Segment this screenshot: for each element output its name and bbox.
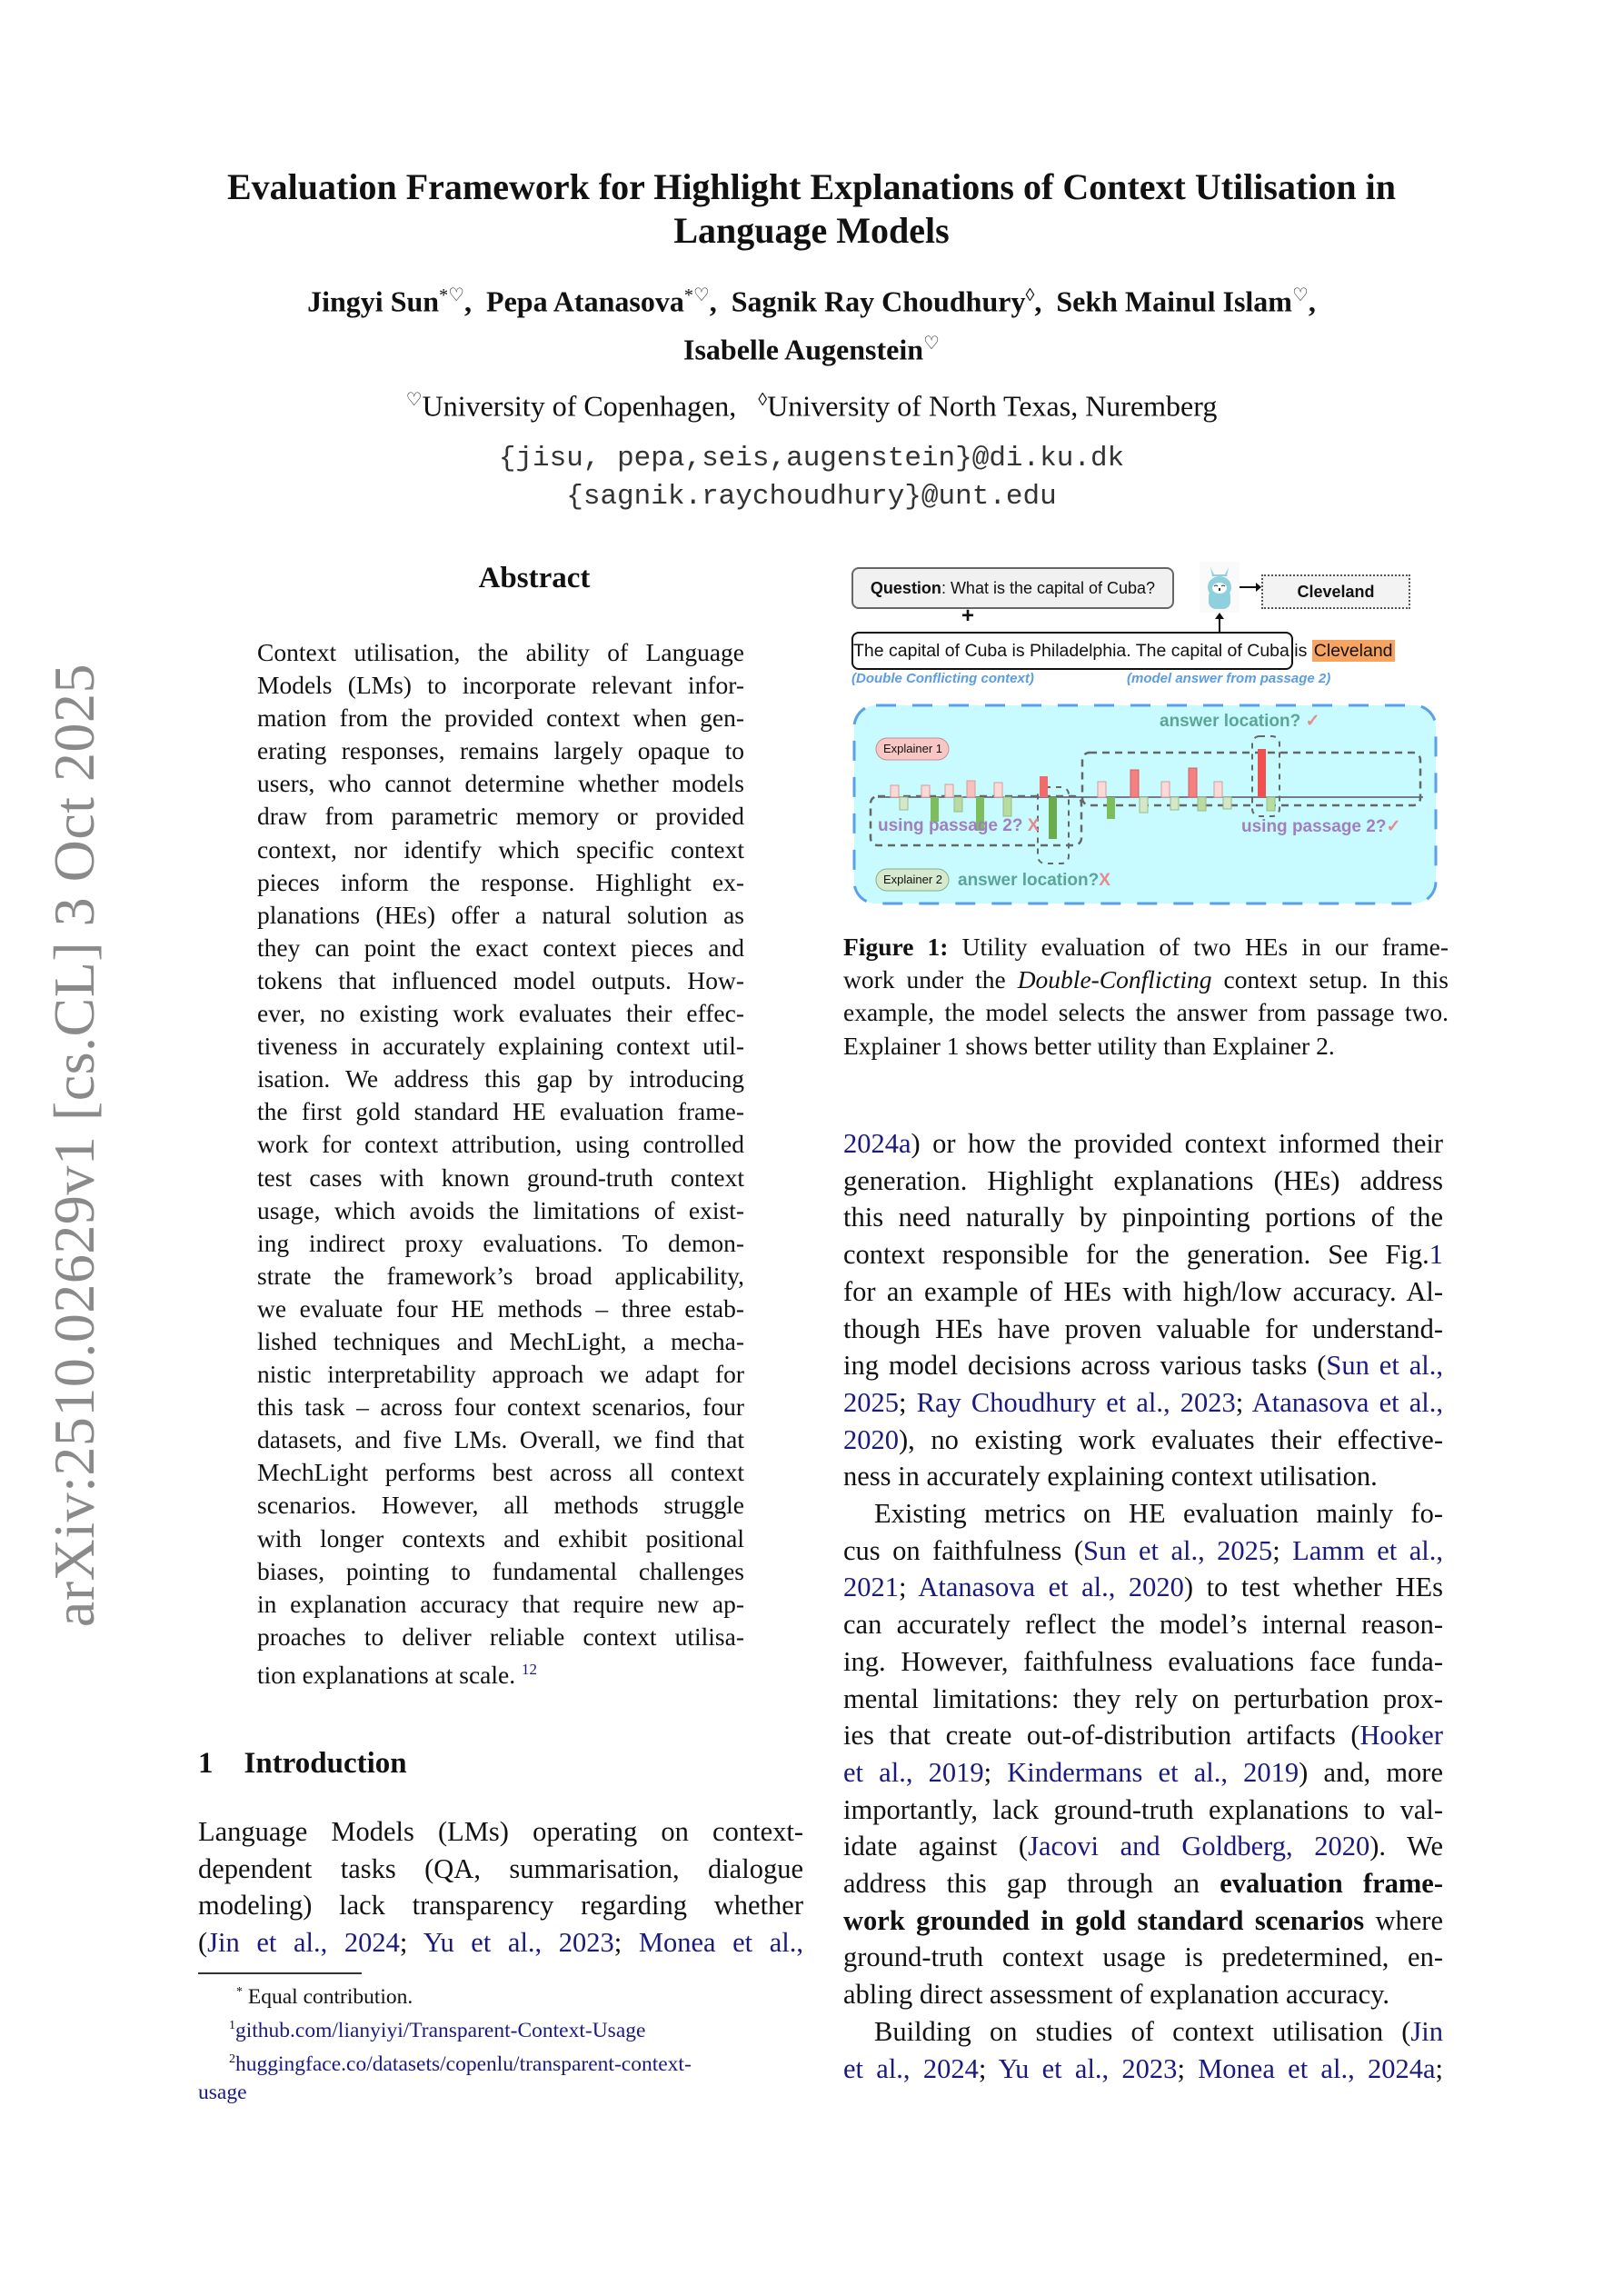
context-text: The capital of Cuba is Philadelphia. The capital of Cuba is	[853, 641, 1312, 661]
body-line: mental limitations: they rely on perturbation prox-	[843, 1682, 1443, 1714]
affiliation-mark: ♡	[405, 390, 423, 410]
abstract-line: pieces inform the response. Highlight ex-	[257, 867, 744, 896]
check-icon: ✓	[1305, 712, 1320, 731]
footnote-equal	[198, 1978, 803, 2011]
label-text: answer location?	[1160, 712, 1301, 731]
citation-link[interactable]: Sun et al.,	[1326, 1350, 1443, 1382]
citation-link[interactable]: Ray Choudhury et al., 2023	[916, 1386, 1236, 1418]
cross-icon: X	[1099, 871, 1110, 890]
body-line: though HEs have proven valuable for understand-	[843, 1313, 1443, 1344]
body-line: Existing metrics on HE evaluation mainly fo-	[874, 1498, 1443, 1530]
text: ;	[1435, 2052, 1443, 2084]
email-line: {sagnik.raychoudhury}@unt.edu	[566, 481, 1057, 513]
body-line: importantly, lack ground-truth explanations to val-	[843, 1793, 1443, 1825]
affiliations	[136, 382, 1487, 424]
bold-text: work grounded in gold standard scenarios	[843, 1904, 1365, 1936]
body-line	[843, 1717, 1443, 1754]
footnote-divider	[198, 1972, 362, 1974]
question-box	[851, 567, 1174, 609]
body-line	[843, 1236, 1443, 1273]
answer-location-label-top	[1160, 711, 1319, 732]
caption-emphasis: Double-Conflicting	[1017, 965, 1212, 994]
abstract-line: draw from parametric memory or provided	[257, 802, 744, 831]
caption-line: example, the model selects the answer from passage two.	[843, 998, 1449, 1027]
abstract-line: this task – across four context scenarios, four	[257, 1393, 744, 1422]
caption-text: Utility evaluation of two HEs in our frame-	[948, 933, 1449, 961]
abstract-line: datasets, and five LMs. Overall, we find that	[257, 1425, 744, 1454]
body-line: can accurately reflect the model’s internal reason-	[843, 1609, 1443, 1641]
abstract-line: they can point the exact context pieces and	[257, 933, 744, 962]
author-marks: ◊	[1025, 285, 1035, 305]
text: context responsible for the generation. See Fig.	[843, 1239, 1429, 1271]
body-line: ground-truth context usage is predetermined, en-	[843, 1942, 1443, 1973]
footnote-link[interactable]: huggingface.co/datasets/copenlu/transparent-context-	[235, 2051, 692, 2076]
author-name: Jingyi Sun	[307, 285, 440, 318]
author-name: Pepa Atanasova	[486, 285, 684, 318]
body-line	[843, 1828, 1443, 1865]
footnote-1	[198, 2011, 803, 2045]
body-line	[843, 1865, 1443, 1902]
abstract-line: we evaluate four HE methods – three estab-	[257, 1293, 744, 1323]
intro-line	[198, 1924, 803, 1962]
body-line: ness in accurately explaining context utilisation.	[843, 1461, 1378, 1492]
author-list: Jingyi Sun*♡, Pepa Atanasova*♡, Sagnik Ray Choudhury◊, Sekh Mainul Islam♡, Isabelle Augenstein♡	[307, 285, 1316, 366]
right-column-body	[843, 1125, 1443, 2087]
affiliation-name: University of North Texas, Nuremberg	[767, 389, 1218, 423]
text: ) and, more	[1299, 1756, 1443, 1788]
abstract-line: strate the framework’s broad applicability,	[257, 1261, 744, 1290]
abstract-body	[257, 636, 744, 1692]
abstract-line: Models (LMs) to incorporate relevant infor-	[257, 671, 744, 700]
citation-link[interactable]: et al., 2019	[843, 1756, 984, 1788]
abstract-line: proaches to deliver reliable context utilisa-	[257, 1622, 744, 1651]
body-line: 2025; Ray Choudhury et al., 2023; Atanasova et al.,	[843, 1386, 1443, 1418]
section-number: 1	[198, 1747, 214, 1780]
citation-link[interactable]: Lamm et al.,	[1292, 1534, 1443, 1566]
abstract-line: the first gold standard HE evaluation frame-	[257, 1097, 744, 1126]
arrow-up-icon	[1214, 613, 1225, 633]
abstract-line: lished techniques and MechLight, a mecha-	[257, 1326, 744, 1355]
citation-link[interactable]: Monea et al., 2024a	[1198, 2052, 1436, 2084]
abstract-line: test cases with known ground-truth context	[257, 1163, 744, 1192]
text: ies that create out-of-distribution artifacts (	[843, 1720, 1360, 1752]
arrow-right-icon	[1240, 582, 1261, 593]
plus-icon: +	[961, 604, 975, 628]
abstract-line: isation. We address this gap by introducing	[257, 1064, 744, 1093]
footnote-mark: 2	[229, 2051, 235, 2066]
title-line-1: Evaluation Framework for Highlight Explanations of Context Utilisation in	[226, 166, 1396, 207]
abstract-line: tokens that influenced model outputs. How-	[257, 965, 744, 994]
intro-line: dependent tasks (QA, summarisation, dialogue	[198, 1852, 803, 1884]
citation-link[interactable]: Yu et al., 2023	[998, 2052, 1178, 2084]
citation-link[interactable]: 2020	[843, 1423, 899, 1455]
abstract-line: in explanation accuracy that require new ap-	[257, 1589, 744, 1618]
author-name: Sekh Mainul Islam	[1056, 285, 1292, 318]
text: ing model decisions across various tasks (	[843, 1350, 1327, 1382]
affiliation-name: University of Copenhagen,	[422, 389, 737, 423]
section-title: Introduction	[244, 1747, 407, 1780]
abstract-line: ing indirect proxy evaluations. To demon-	[257, 1228, 744, 1257]
abstract-line: tiveness in accurately explaining context util-	[257, 1032, 744, 1061]
text: cus on faithfulness (	[843, 1534, 1084, 1566]
body-line	[843, 2013, 1443, 2051]
citation-link[interactable]: et al., 2024	[843, 2052, 979, 2084]
model-answer-box: Cleveland	[1261, 574, 1410, 609]
explainer-2-label: Explainer 2	[883, 873, 943, 886]
label-text: answer location?	[958, 871, 1100, 890]
arxiv-identifier-stamp: arXiv:2510.02629v1 [cs.CL] 3 Oct 2025	[42, 663, 106, 1628]
body-line	[843, 1347, 1443, 1384]
abstract-line: Context utilisation, the ability of Language	[257, 638, 744, 666]
abstract-line: usage, which avoids the limitations of exist-	[257, 1195, 744, 1224]
text: where	[1364, 1904, 1444, 1936]
email-line: {jisu, pepa,seis,augenstein}@di.ku.dk	[498, 443, 1125, 474]
body-line: 2021; Atanasova et al., 2020) to test whether HEs	[843, 1572, 1443, 1603]
label-text: using passage 2?	[878, 816, 1023, 835]
body-line	[843, 1125, 1443, 1163]
explainer-comparison-panel	[851, 702, 1441, 909]
introduction-body	[198, 1813, 803, 1961]
body-line: et al., 2019; Kindermans et al., 2019) and, more	[843, 1756, 1443, 1788]
citation-link[interactable]: 2024a	[843, 1128, 911, 1159]
citation-link[interactable]: 2021	[843, 1572, 899, 1603]
body-line: this need naturally by pinpointing portions of the	[843, 1202, 1443, 1233]
abstract-line: ever, no existing work evaluates their effec-	[257, 999, 744, 1028]
citation-link[interactable]: Sun et al., 2025	[1083, 1534, 1273, 1566]
abstract-last-text: tion explanations at scale.	[257, 1661, 516, 1690]
author-marks: ♡	[923, 333, 940, 354]
separator: ;	[399, 1926, 423, 1958]
caption-line	[843, 931, 1449, 963]
using-passage-label-right	[1241, 816, 1400, 837]
citation-link[interactable]: Hooker	[1359, 1720, 1443, 1752]
figure-caption	[843, 931, 1449, 1063]
abstract-line: erating responses, remains largely opaque to	[257, 736, 744, 765]
abstract-line: biases, pointing to fundamental challenges	[257, 1556, 744, 1585]
footnote-2	[198, 2045, 803, 2079]
footnote-mark: *	[236, 1985, 243, 1999]
body-line: cus on faithfulness (Sun et al., 2025; Lamm et al.,	[843, 1534, 1443, 1566]
using-passage-label-left	[878, 816, 1039, 836]
author-name: Isabelle Augenstein	[683, 333, 924, 366]
citation-link[interactable]: Kindermans et al., 2019	[1007, 1756, 1299, 1788]
author-marks: ♡	[1291, 285, 1309, 305]
figure-ref-link[interactable]: 1	[1429, 1239, 1443, 1271]
body-line	[843, 1422, 1443, 1459]
paper-title	[136, 165, 1487, 253]
abstract-heading: Abstract	[478, 562, 591, 594]
paren: (	[198, 1926, 208, 1958]
text: Building on studies of context utilisation (	[874, 2015, 1411, 2047]
answer-location-label-bottom	[958, 871, 1110, 891]
context-type-label: (Double Conflicting context)	[851, 671, 1034, 686]
caption-line	[843, 963, 1449, 996]
author-emails	[136, 440, 1487, 516]
text: ) or how the provided context informed their	[911, 1128, 1443, 1159]
model-answer-source-label: (model answer from passage 2)	[1127, 671, 1331, 686]
explainer-1-label: Explainer 1	[883, 742, 943, 755]
check-icon: ✓	[1386, 817, 1401, 836]
citation-link[interactable]: Yu et al., 2023	[423, 1926, 614, 1958]
abstract-line: users, who cannot determine whether models	[257, 769, 744, 798]
text: ) to test whether HEs	[1183, 1572, 1443, 1603]
question-text: : What is the capital of Cuba?	[941, 579, 1156, 597]
body-line: for an example of HEs with high/low accuracy. Al-	[843, 1275, 1443, 1307]
title-line-2: Language Models	[673, 210, 950, 251]
footnotes	[198, 1978, 803, 2107]
author-name: Sagnik Ray Choudhury	[731, 285, 1026, 318]
citation-link[interactable]: Monea et al.,	[638, 1926, 804, 1958]
abstract-line: work for context attribution, using controlled	[257, 1130, 744, 1159]
footnote-text: Equal contribution.	[247, 1984, 413, 2009]
intro-line: modeling) lack transparency regarding whether	[198, 1890, 803, 1922]
footnote-link[interactable]: github.com/lianyiyi/Transparent-Context-Usage	[235, 2018, 646, 2042]
abstract-line	[257, 1653, 744, 1692]
llama-model-icon	[1200, 562, 1240, 613]
context-box	[851, 632, 1393, 670]
body-line: generation. Highlight explanations (HEs) address	[843, 1164, 1443, 1196]
figure-1	[843, 556, 1443, 913]
text: ), no existing work evaluates their effective-	[899, 1423, 1443, 1455]
citation-link[interactable]: Jin et al., 2024	[207, 1926, 400, 1958]
abstract-line: planations (HEs) offer a natural solution as	[257, 900, 744, 929]
footnote-link-continuation[interactable]: usage	[198, 2081, 247, 2105]
context-answer-highlight: Cleveland	[1313, 641, 1393, 661]
footnote-ref-link[interactable]: 12	[521, 1660, 537, 1678]
intro-line: Language Models (LMs) operating on context-	[198, 1816, 803, 1847]
abstract-line: nistic interpretability approach we adapt for	[257, 1360, 744, 1389]
abstract-line: with longer contexts and exhibit positional	[257, 1523, 744, 1552]
bold-text: evaluation frame-	[1220, 1868, 1443, 1900]
author-marks: *♡	[683, 285, 710, 305]
section-heading-introduction	[198, 1747, 407, 1781]
body-line: abling direct assessment of explanation accuracy.	[843, 1979, 1390, 2011]
caption-line: Explainer 1 shows better utility than Explainer 2.	[843, 1031, 1335, 1060]
caption-label: Figure 1:	[843, 933, 949, 961]
abstract-line: mation from the provided context when gen-	[257, 704, 744, 733]
affiliation-mark: ◊	[758, 390, 768, 410]
citation-link[interactable]: Jin	[1410, 2015, 1443, 2047]
separator: ;	[613, 1926, 639, 1958]
caption-text: context setup. In this	[1211, 965, 1449, 994]
text: ). We	[1369, 1831, 1443, 1862]
abstract-line: MechLight performs best across all context	[257, 1458, 744, 1487]
citation-link[interactable]: Atanasova et al.,	[1251, 1386, 1443, 1418]
cross-icon: X	[1027, 816, 1040, 835]
author-marks: *♡	[439, 285, 465, 305]
body-line: ing. However, faithfulness evaluations face funda-	[843, 1645, 1443, 1677]
citation-link[interactable]: Jacovi and Goldberg, 2020	[1028, 1831, 1370, 1862]
question-label: Question	[870, 579, 941, 597]
abstract-line: scenarios. However, all methods struggle	[257, 1491, 744, 1520]
body-line	[843, 1902, 1443, 1940]
text: idate against (	[843, 1831, 1029, 1862]
footnote-mark: 1	[229, 2018, 235, 2032]
citation-link[interactable]: 2025	[843, 1386, 899, 1418]
citation-link[interactable]: Atanasova et al., 2020	[918, 1572, 1184, 1603]
abstract-line: context, nor identify which specific context	[257, 834, 744, 863]
text: address this gap through an	[843, 1868, 1220, 1900]
label-text: using passage 2?	[1241, 817, 1387, 836]
body-line: et al., 2024; Yu et al., 2023; Monea et al., 2024a;	[843, 2052, 1443, 2084]
caption-text: work under the	[843, 965, 1018, 994]
